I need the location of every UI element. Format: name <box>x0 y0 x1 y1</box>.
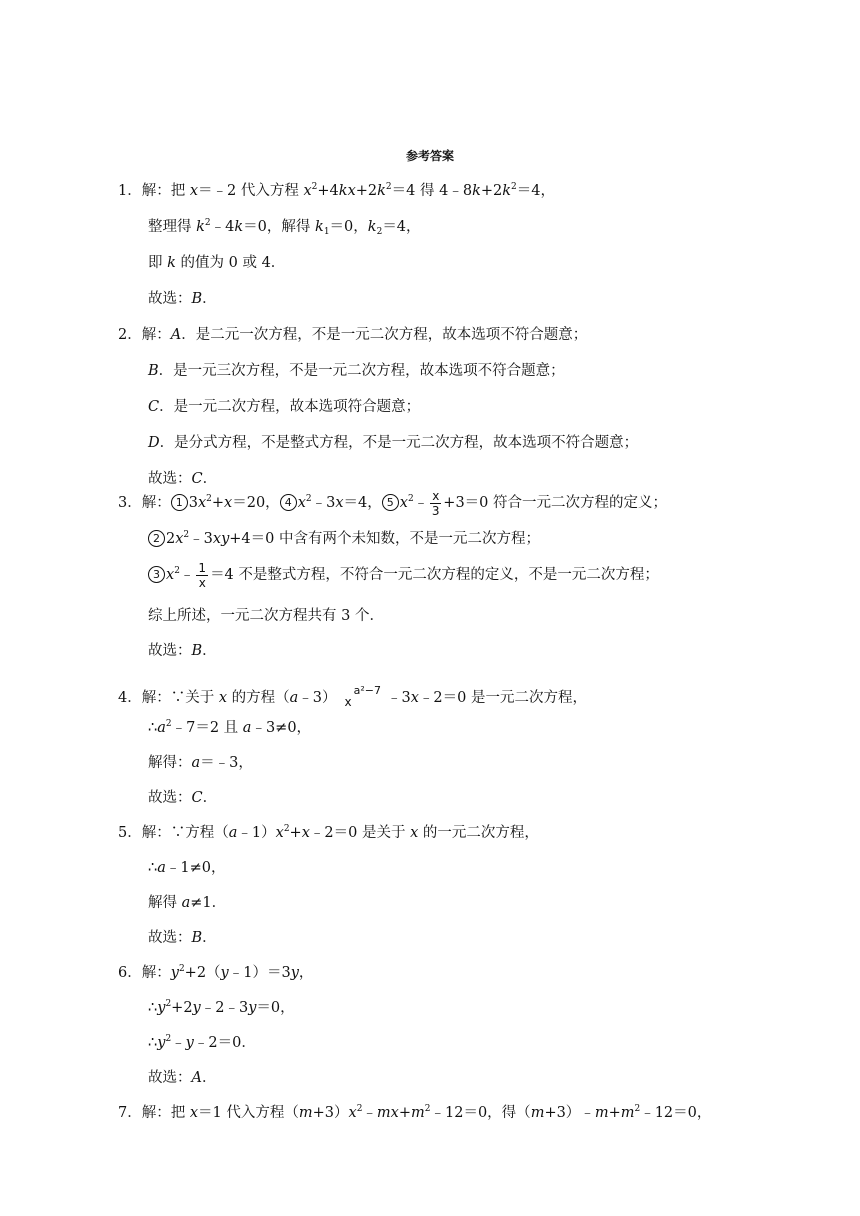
q3-line-3: 3 $x^2﹣$ $\frac{1}{x}$ ＝4 不是整式方程，不符合一元二次方程的定义，不是一元二次方程； <box>148 560 659 590</box>
q2-line-5: 故选：C． <box>148 471 218 487</box>
q7-line-1: 7．解：把 x＝1 代入方程$(m+3)x^2﹣mx+m^2﹣12=0$，得$(m+3)﹣m+m^2﹣12=0$， <box>118 1104 712 1121</box>
q2-line-2: B．是一元三次方程，不是一元二次方程，故本选项不符合题意； <box>148 363 565 379</box>
q4-line-2: $\therefore a^2﹣7=2$ 且 a﹣3≠0， <box>148 719 312 736</box>
q6-line-3: $\therefore y^2﹣y﹣2=0$． <box>148 1034 256 1051</box>
q4-line-4: 故选：C． <box>148 790 218 806</box>
q5-line-1: 5．解：∵方程$(a﹣1)x^2+x﹣2=0$ 是关于 x 的一元二次方程， <box>118 824 539 841</box>
circled-number-2: 2 <box>148 530 165 547</box>
q5-line-4: 故选：B． <box>148 930 217 946</box>
q3-line-1: 3．解： 1 $3x^2+x=20$， 4 $x^2﹣3x=4$， 5 $x^2﹣$ $\frac{x}{3}$ +3＝0 符合一元二次方程的定义； <box>118 488 668 518</box>
circled-number-5: 5 <box>382 494 399 511</box>
q2-line-1: 2．解：A．是二元一次方程，不是一元二次方程，故本选项不符合题意； <box>118 327 588 343</box>
q1-line-3: 即 k 的值为 0 或 4． <box>148 255 286 271</box>
fraction-1-over-x: $\frac{1}{x}$ <box>198 560 207 590</box>
q1-line-1: 1．解：把 x＝﹣2 代入方程 $x^2+4kx+2k^2=4$ 得 $4﹣8k+2k^2=4$， <box>118 182 555 199</box>
q6-line-1: 6．解：$y^2+2(y﹣1)=3y$， <box>118 964 314 981</box>
q2-line-4: D．是分式方程，不是整式方程，不是一元二次方程，故本选项不符合题意； <box>148 435 639 451</box>
q2-line-3: C．是一元二次方程，故本选项符合题意； <box>148 399 421 415</box>
q5-line-2: ∴a﹣1≠0， <box>148 860 226 876</box>
q3-line-2: 2 $2x^2﹣3xy+4=0$ 中含有两个未知数，不是一元二次方程； <box>148 529 540 549</box>
page-title: 参考答案 <box>405 149 454 163</box>
q6-line-2: $\therefore y^2+2y﹣2﹣3y=0$， <box>148 999 295 1016</box>
q1-line-2: 整理得 $k^2﹣4k=0$，解得 $k_1=0$，$k_2=4$， <box>148 218 421 237</box>
q1-line-4: 故选：B． <box>148 291 217 307</box>
circled-number-4: 4 <box>280 494 297 511</box>
q4-line-3: 解得：a＝﹣3， <box>148 755 253 771</box>
q3-line-4: 综上所述，一元二次方程共有 3 个． <box>148 608 384 624</box>
fraction-x-over-3: $\frac{x}{3}$ <box>431 488 440 518</box>
q6-line-4: 故选：A． <box>148 1070 217 1086</box>
q4-line-1: 4．解：∵关于 x 的方程（a﹣3） $_x^{a^2-7}$ ﹣3x﹣2＝0 是一元二次方程， <box>118 684 587 709</box>
q3-line-5: 故选：B． <box>148 643 217 659</box>
circled-number-1: 1 <box>171 494 188 511</box>
q5-line-3: 解得 a≠1． <box>148 895 227 911</box>
circled-number-3: 3 <box>148 566 165 583</box>
